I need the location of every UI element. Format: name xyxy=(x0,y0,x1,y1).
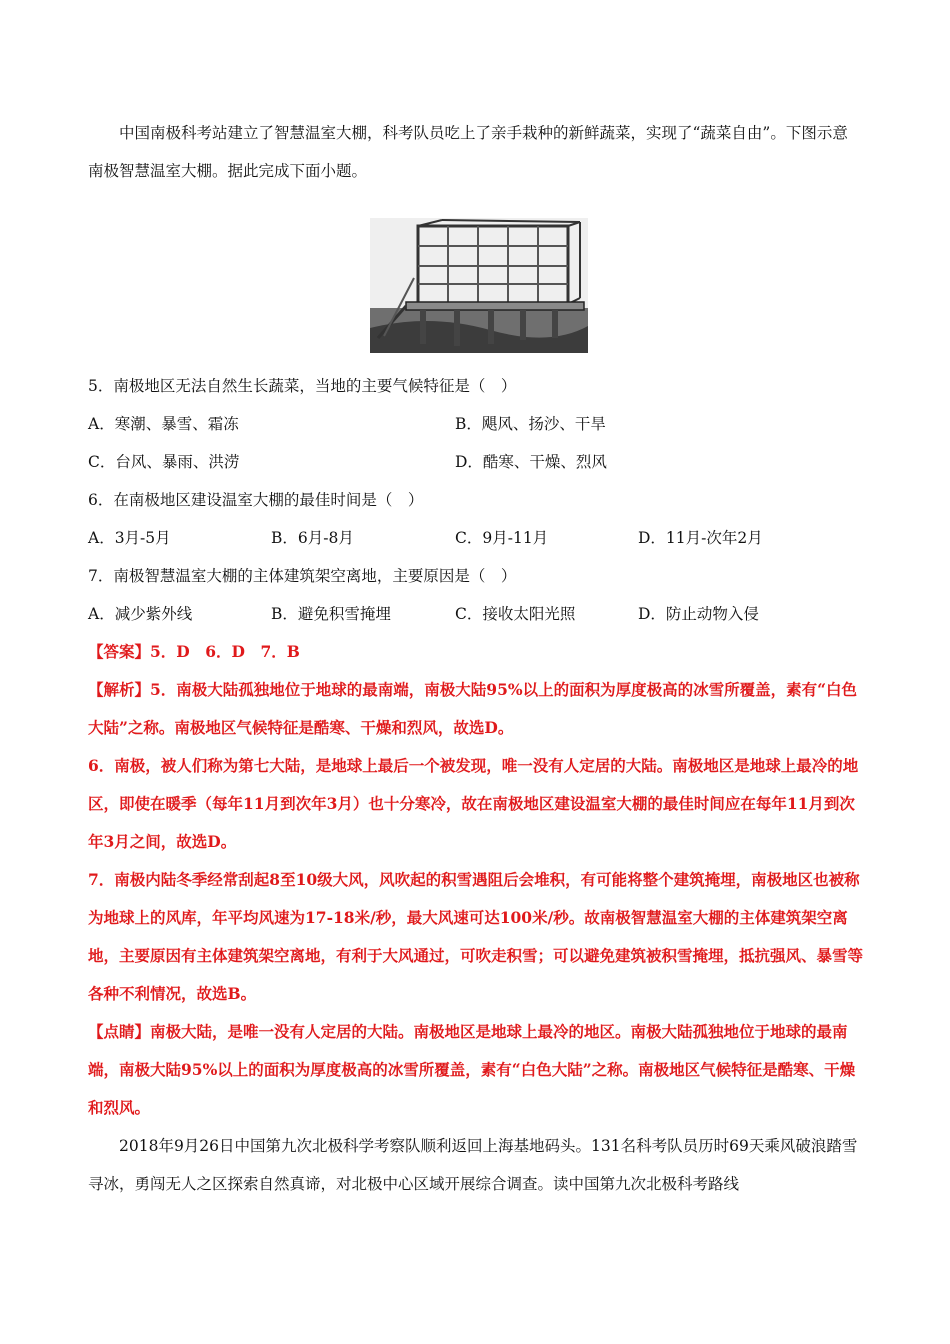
question-5-stem: 5．南极地区无法自然生长蔬菜，当地的主要气候特征是（ ） xyxy=(88,377,517,395)
q5-option-c[interactable]: C．台风、暴雨、洪涝 xyxy=(88,453,240,471)
q6-option-a[interactable]: A．3月-5月 xyxy=(88,529,171,547)
question-7-options-row xyxy=(88,595,863,633)
answer-tag: 【答案】 xyxy=(88,642,151,661)
analysis-text-5: 5．南极大陆孤独地位于地球的最南端，南极大陆95%以上的面积为厚度极高的冰雪所覆盖，素有“白色大陆”之称。南极地区气候特征是酷寒、干燥和烈风，故选D。 xyxy=(88,680,858,737)
q5-option-b[interactable]: B．飓风、扬沙、干旱 xyxy=(455,415,606,433)
q6-option-b[interactable]: B．6月-8月 xyxy=(271,529,354,547)
analysis-paragraph-5 xyxy=(88,671,863,747)
answer-line xyxy=(88,633,863,671)
q7-option-c[interactable]: C．接收太阳光照 xyxy=(455,605,576,623)
q6-option-d[interactable]: D．11月-次年2月 xyxy=(638,529,763,547)
q7-option-a[interactable]: A．减少紫外线 xyxy=(88,605,193,623)
greenhouse-photo xyxy=(370,218,588,353)
analysis-paragraph-7: 7．南极内陆冬季经常刮起8至10级大风，风吹起的积雪遇阻后会堆积，有可能将整个建筑掩埋，南极地区也被称为地球上的风库，年平均风速为17-18米/秒，最大风速可达100米/秒。故南极智慧温室大棚的主体建筑架空离地，主要原因有主体建筑架空离地，有利于大风通过，可吹走积雪；可以避免建筑被积雪掩埋，抵抗强风、暴雪等各种不利情况，故选B。 xyxy=(88,870,864,1003)
q7-option-b[interactable]: B．避免积雪掩埋 xyxy=(271,605,391,623)
question-6-stem: 6．在南极地区建设温室大棚的最佳时间是（ ） xyxy=(88,491,424,509)
question-6-options-row xyxy=(88,519,863,557)
q7-option-d[interactable]: D．防止动物入侵 xyxy=(638,605,759,623)
dianjing-paragraph xyxy=(88,1013,863,1127)
question-5-options-row-2 xyxy=(88,443,863,481)
dianjing-tag: 【点睛】 xyxy=(88,1022,151,1041)
intro-paragraph-2: 2018年9月26日中国第九次北极科学考察队顺利返回上海基地码头。131名科考队员历时69天乘风破浪踏雪寻冰，勇闯无人之区探索自然真谛，对北极中心区域开展综合调查。读中国第九次北极科考路线 xyxy=(88,1137,858,1193)
q5-option-d[interactable]: D．酷寒、干燥、烈风 xyxy=(455,453,607,471)
question-5-options-row-1 xyxy=(88,405,863,443)
q5-option-a[interactable]: A．寒潮、暴雪、霜冻 xyxy=(88,415,239,433)
question-7-stem: 7．南极智慧温室大棚的主体建筑架空离地，主要原因是（ ） xyxy=(88,567,517,585)
intro-paragraph-1: 中国南极科考站建立了智慧温室大棚，科考队员吃上了亲手栽种的新鲜蔬菜，实现了“蔬菜自由”。下图示意南极智慧温室大棚。据此完成下面小题。 xyxy=(88,124,848,180)
answer-text: 5．D 6．D 7．B xyxy=(150,642,300,661)
q6-option-c[interactable]: C．9月-11月 xyxy=(455,529,549,547)
analysis-paragraph-6: 6．南极，被人们称为第七大陆，是地球上最后一个被发现，唯一没有人定居的大陆。南极地区是地球上最冷的地区，即使在暖季（每年11月到次年3月）也十分寒冷，故在南极地区建设温室大棚的最佳时间应在每年11月到次年3月之间，故选D。 xyxy=(88,756,859,851)
dianjing-text: 南极大陆，是唯一没有人定居的大陆。南极地区是地球上最冷的地区。南极大陆孤独地位于地球的最南端，南极大陆95%以上的面积为厚度极高的冰雪所覆盖，素有“白色大陆”之称。南极地区气候特征是酷寒、干燥和烈风。 xyxy=(88,1022,856,1117)
analysis-tag: 【解析】 xyxy=(88,680,151,699)
